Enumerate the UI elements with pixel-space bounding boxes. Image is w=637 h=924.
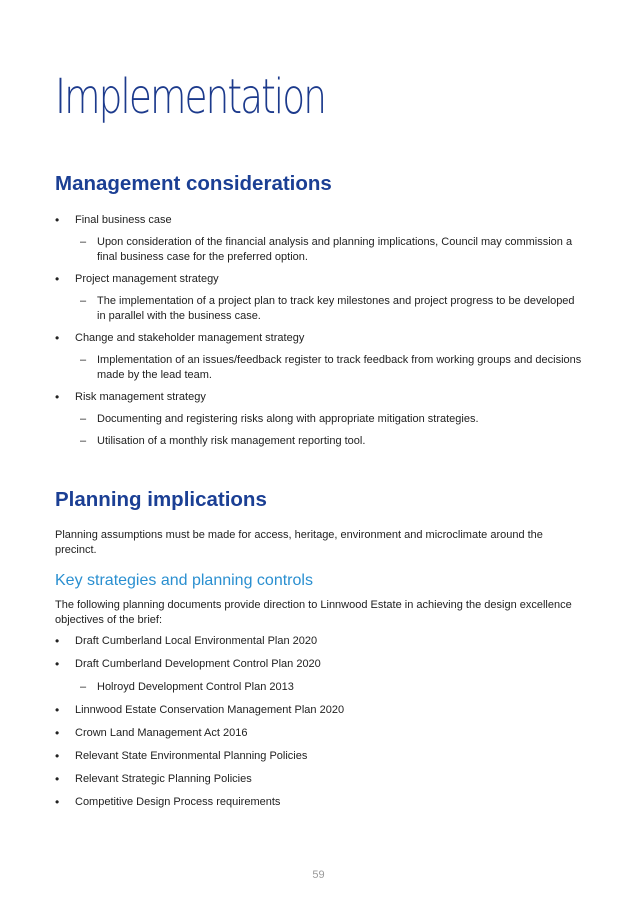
sub-list-item: – Implementation of an issues/feedback register to track feedback from working groups and decisions made by the lead team. bbox=[80, 354, 582, 381]
management-heading: Management considerations bbox=[55, 172, 332, 195]
planning-list bbox=[55, 634, 585, 810]
page-number: 59 bbox=[312, 869, 325, 881]
list-item: • Change and stakeholder management strategy bbox=[55, 331, 585, 346]
sub-list-item: – Documenting and registering risks along with appropriate mitigation strategies. bbox=[80, 413, 479, 425]
list-item: • Final business case bbox=[55, 213, 585, 228]
list-item: • Crown Land Management Act 2016 bbox=[55, 726, 585, 741]
list-item: • Draft Cumberland Local Environmental Plan 2020 bbox=[55, 634, 585, 649]
sub-list-item: – Holroyd Development Control Plan 2013 bbox=[80, 681, 294, 693]
list-item: • Project management strategy bbox=[55, 272, 585, 287]
list-item: • Draft Cumberland Development Control Plan 2020 bbox=[55, 657, 585, 672]
planning-subheading: Key strategies and planning controls bbox=[55, 572, 313, 589]
list-item: • Relevant Strategic Planning Policies bbox=[55, 772, 585, 787]
sub-list-item: – Upon consideration of the financial analysis and planning implications, Council may commission a final business case for the preferred option. bbox=[80, 236, 573, 263]
list-item: • Competitive Design Process requirements bbox=[55, 795, 585, 810]
sub-list-item: – Utilisation of a monthly risk management reporting tool. bbox=[80, 435, 366, 447]
planning-intro: Planning assumptions must be made for access, heritage, environment and microclimate around the precinct. bbox=[55, 529, 543, 556]
planning-lead: The following planning documents provide direction to Linnwood Estate in achieving the design excellence objectives of the brief: bbox=[55, 599, 572, 626]
list-item: • Linnwood Estate Conservation Management Plan 2020 bbox=[55, 703, 585, 718]
list-item: • Relevant State Environmental Planning Policies bbox=[55, 749, 585, 764]
page-title: Implementation bbox=[55, 69, 325, 125]
planning-heading: Planning implications bbox=[55, 488, 267, 511]
list-item: • Risk management strategy bbox=[55, 390, 585, 405]
management-list bbox=[55, 213, 585, 449]
sub-list-item: – The implementation of a project plan to track key milestones and project progress to be developed in parallel with the business case. bbox=[80, 295, 575, 322]
